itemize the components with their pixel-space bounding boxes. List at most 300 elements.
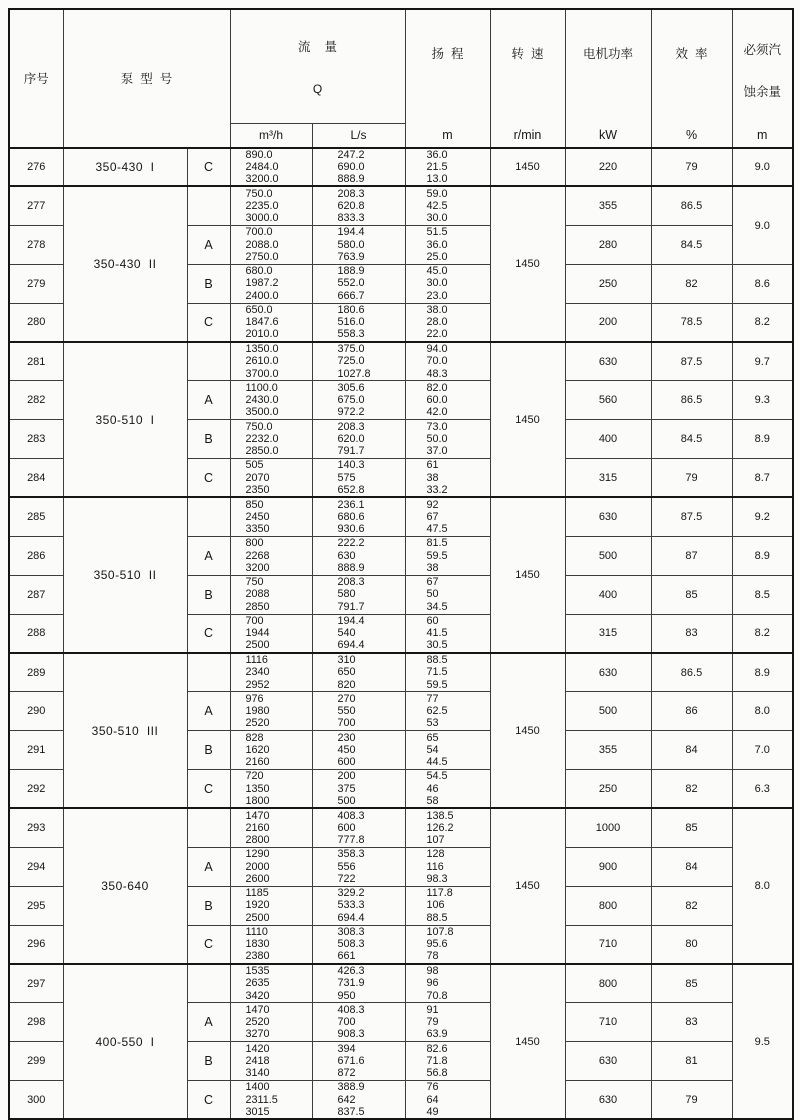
variant-cell: [187, 964, 230, 1003]
head-cell: [405, 692, 490, 731]
power-cell: 630: [565, 342, 651, 381]
serial-cell: 287: [9, 575, 63, 614]
efficiency-cell: 86.5: [651, 186, 732, 225]
value-line: 60: [426, 614, 439, 627]
value-line: 500: [337, 794, 356, 807]
value-line: 950: [337, 989, 356, 1002]
flow-ls-cell: [312, 186, 405, 225]
pump-model-cell: 350-430 II: [63, 186, 187, 342]
value-line: 54: [426, 743, 439, 756]
efficiency-cell: 84: [651, 731, 732, 770]
power-cell: 315: [565, 614, 651, 653]
variant-cell: [187, 653, 230, 692]
flow-ls-cell: [312, 225, 405, 264]
power-cell: 1000: [565, 808, 651, 847]
value-line: 720: [245, 770, 264, 783]
serial-cell: 276: [9, 148, 63, 187]
value-line: 25.0: [426, 250, 448, 263]
value-line: 694.4: [337, 639, 365, 652]
flow-ls-cell: [312, 847, 405, 886]
value-line: 820: [337, 678, 356, 691]
variant-cell: A: [187, 381, 230, 420]
value-line: 38: [426, 471, 439, 484]
value-line: 3500.0: [245, 406, 279, 419]
value-line: 1350: [245, 782, 270, 795]
flow-ls-cell: [312, 886, 405, 925]
value-line: 2750.0: [245, 250, 279, 263]
value-line: 533.3: [337, 899, 365, 912]
value-line: 194.4: [337, 226, 365, 239]
speed-cell: 1450: [490, 964, 565, 1120]
value-line: 37.0: [426, 445, 448, 458]
value-line: 79: [426, 1016, 439, 1029]
value-line: 680.0: [245, 265, 273, 278]
variant-cell: C: [187, 148, 230, 187]
value-line: 3420: [245, 989, 270, 1002]
head-cell: [405, 731, 490, 770]
value-line: 652.8: [337, 483, 365, 496]
value-line: 2268: [245, 549, 270, 562]
serial-cell: 296: [9, 925, 63, 964]
value-line: 1920: [245, 899, 270, 912]
serial-cell: 289: [9, 653, 63, 692]
serial-cell: 279: [9, 264, 63, 303]
value-line: 64: [426, 1093, 439, 1106]
speed-cell: 1450: [490, 497, 565, 653]
speed-cell: 1450: [490, 342, 565, 498]
value-line: 1620: [245, 743, 270, 756]
value-line: 650: [337, 666, 356, 679]
serial-cell: 298: [9, 1003, 63, 1042]
value-line: 138.5: [426, 809, 454, 822]
value-line: 270: [337, 692, 356, 705]
efficiency-cell: 82: [651, 886, 732, 925]
speed-cell: 1450: [490, 186, 565, 342]
flow-m3h-cell: [230, 925, 312, 964]
value-line: 700: [245, 614, 264, 627]
power-cell: 560: [565, 381, 651, 420]
value-line: 47.5: [426, 523, 448, 536]
variant-cell: C: [187, 1081, 230, 1120]
npsh-cell: 7.0: [732, 731, 793, 770]
value-line: 41.5: [426, 627, 448, 640]
serial-cell: 295: [9, 886, 63, 925]
variant-cell: C: [187, 770, 230, 809]
value-line: 2600: [245, 872, 270, 885]
value-line: 671.6: [337, 1054, 365, 1067]
npsh-cell: 9.3: [732, 381, 793, 420]
head-cell: [405, 148, 490, 187]
value-line: 600: [337, 756, 356, 769]
value-line: 230: [337, 731, 356, 744]
head-cell: [405, 497, 490, 536]
value-line: 426.3: [337, 965, 365, 978]
pump-model-cell: 350-640: [63, 808, 187, 964]
table-row: [9, 186, 793, 225]
value-line: 1027.8: [337, 367, 371, 380]
value-line: 42.0: [426, 406, 448, 419]
col-header-power: [565, 9, 651, 148]
value-line: 59.0: [426, 187, 448, 200]
power-cell: 710: [565, 925, 651, 964]
value-line: 620.0: [337, 432, 365, 445]
flow-ls-cell: [312, 1003, 405, 1042]
value-line: 680.6: [337, 510, 365, 523]
table-row: [9, 497, 793, 536]
value-line: 71.8: [426, 1054, 448, 1067]
value-line: 1800: [245, 794, 270, 807]
pump-model-cell: 350-430 I: [63, 148, 187, 187]
flow-m3h-cell: [230, 653, 312, 692]
value-line: 750.0: [245, 420, 273, 433]
head-cell: [405, 186, 490, 225]
variant-cell: [187, 342, 230, 381]
value-line: 2850.0: [245, 445, 279, 458]
flow-ls-cell: [312, 770, 405, 809]
value-line: 791.7: [337, 600, 365, 613]
efficiency-cell: 83: [651, 614, 732, 653]
value-line: 2450: [245, 510, 270, 523]
serial-cell: 282: [9, 381, 63, 420]
variant-cell: B: [187, 264, 230, 303]
value-line: 2520: [245, 717, 270, 730]
value-line: 1470: [245, 1003, 270, 1016]
value-line: 208.3: [337, 187, 365, 200]
value-line: 1535: [245, 965, 270, 978]
efficiency-cell: 84: [651, 847, 732, 886]
head-cell: [405, 847, 490, 886]
serial-cell: 280: [9, 303, 63, 342]
efficiency-cell: 82: [651, 770, 732, 809]
npsh-label-line2: 蚀余量: [743, 84, 781, 99]
power-cell: 250: [565, 770, 651, 809]
efficiency-cell: 87.5: [651, 342, 732, 381]
serial-cell: 290: [9, 692, 63, 731]
serial-cell: 288: [9, 614, 63, 653]
value-line: 1185: [245, 887, 269, 900]
value-line: 1980: [245, 705, 270, 718]
value-line: 180.6: [337, 303, 365, 316]
serial-cell: 299: [9, 1042, 63, 1081]
flow-m3h-cell: [230, 1081, 312, 1120]
speed-unit: r/min: [513, 127, 542, 142]
value-line: 236.1: [337, 498, 365, 511]
value-line: 3270: [245, 1028, 270, 1041]
value-line: 1830: [245, 938, 270, 951]
value-line: 725.0: [337, 355, 365, 368]
value-line: 81.5: [426, 537, 448, 550]
efficiency-cell: 86: [651, 692, 732, 731]
value-line: 508.3: [337, 938, 365, 951]
power-cell: 630: [565, 1081, 651, 1120]
npsh-cell: 8.9: [732, 536, 793, 575]
value-line: 70.0: [426, 355, 448, 368]
npsh-cell: 8.2: [732, 303, 793, 342]
value-line: 3200: [245, 561, 270, 574]
variant-cell: C: [187, 303, 230, 342]
head-cell: [405, 381, 490, 420]
col-header-model: 泵 型 号: [63, 9, 230, 148]
value-line: 2380: [245, 950, 270, 963]
power-cell: 220: [565, 148, 651, 187]
power-cell: 355: [565, 186, 651, 225]
efficiency-cell: 79: [651, 1081, 732, 1120]
power-cell: 900: [565, 847, 651, 886]
speed-cell: 1450: [490, 148, 565, 187]
power-cell: 500: [565, 692, 651, 731]
value-line: 44.5: [426, 756, 448, 769]
value-line: 247.2: [337, 148, 365, 161]
flow-ls-cell: [312, 420, 405, 459]
value-line: 54.5: [426, 770, 448, 783]
variant-cell: C: [187, 925, 230, 964]
value-line: 56.8: [426, 1067, 448, 1080]
value-line: 2088: [245, 588, 270, 601]
value-line: 53: [426, 717, 439, 730]
value-line: 107: [426, 834, 445, 847]
flow-ls-cell: [312, 148, 405, 187]
serial-cell: 300: [9, 1081, 63, 1120]
value-line: 777.8: [337, 834, 365, 847]
power-label: 电机功率: [582, 47, 633, 61]
value-line: 36.0: [426, 148, 448, 161]
value-line: 50.0: [426, 432, 448, 445]
value-line: 28.0: [426, 316, 448, 329]
serial-cell: 292: [9, 770, 63, 809]
value-line: 837.5: [337, 1105, 365, 1118]
flow-ls-cell: [312, 614, 405, 653]
value-line: 33.2: [426, 483, 448, 496]
value-line: 88.5: [426, 911, 448, 924]
flow-ls-cell: [312, 342, 405, 381]
head-cell: [405, 459, 490, 498]
pump-spec-table: [8, 8, 794, 1120]
serial-cell: 286: [9, 536, 63, 575]
col-header-serial: 序号: [9, 9, 63, 148]
value-line: 2850: [245, 600, 270, 613]
npsh-cell: 6.3: [732, 770, 793, 809]
value-line: 3000.0: [245, 212, 279, 225]
value-line: 67: [426, 510, 439, 523]
speed-cell: 1450: [490, 808, 565, 964]
value-line: 1110: [245, 925, 268, 938]
value-line: 661: [337, 950, 356, 963]
variant-cell: B: [187, 420, 230, 459]
value-line: 3140: [245, 1067, 270, 1080]
col-header-speed: [490, 9, 565, 148]
value-line: 800: [245, 537, 264, 550]
value-line: 908.3: [337, 1028, 365, 1041]
value-line: 888.9: [337, 173, 365, 186]
variant-cell: B: [187, 1042, 230, 1081]
efficiency-cell: 84.5: [651, 225, 732, 264]
value-line: 82.0: [426, 381, 448, 394]
flow-m3h-cell: [230, 964, 312, 1003]
flow-symbol: Q: [312, 82, 323, 96]
value-line: 1100.0: [245, 381, 278, 394]
head-cell: [405, 575, 490, 614]
value-line: 650.0: [245, 303, 273, 316]
value-line: 71.5: [426, 666, 448, 679]
value-line: 21.5: [426, 160, 448, 173]
flow-m3h-cell: [230, 614, 312, 653]
power-cell: 630: [565, 1042, 651, 1081]
col-header-flow-ls: L/s: [312, 124, 405, 148]
value-line: 30.0: [426, 277, 448, 290]
npsh-cell: 8.7: [732, 459, 793, 498]
pump-model-cell: 350-510 I: [63, 342, 187, 498]
value-line: 2311.5: [245, 1093, 278, 1106]
value-line: 65: [426, 731, 439, 744]
value-line: 450: [337, 743, 356, 756]
flow-m3h-cell: [230, 731, 312, 770]
value-line: 580: [337, 588, 356, 601]
flow-ls-cell: [312, 303, 405, 342]
value-line: 556: [337, 860, 356, 873]
flow-ls-cell: [312, 381, 405, 420]
power-cell: 200: [565, 303, 651, 342]
power-cell: 630: [565, 497, 651, 536]
flow-m3h-cell: [230, 847, 312, 886]
table-row: [9, 653, 793, 692]
value-line: 128: [426, 848, 445, 861]
serial-cell: 294: [9, 847, 63, 886]
efficiency-cell: 85: [651, 964, 732, 1003]
flow-ls-cell: [312, 1081, 405, 1120]
value-line: 94.0: [426, 343, 448, 356]
npsh-unit: m: [757, 127, 768, 142]
value-line: 50: [426, 588, 439, 601]
value-line: 731.9: [337, 977, 365, 990]
value-line: 675.0: [337, 394, 365, 407]
value-line: 600: [337, 821, 356, 834]
value-line: 888.9: [337, 561, 365, 574]
head-cell: [405, 653, 490, 692]
value-line: 930.6: [337, 523, 365, 536]
power-cell: 355: [565, 731, 651, 770]
value-line: 76: [426, 1081, 439, 1094]
value-line: 2070: [245, 471, 270, 484]
power-cell: 800: [565, 886, 651, 925]
efficiency-cell: 85: [651, 575, 732, 614]
efficiency-cell: 79: [651, 148, 732, 187]
value-line: 828: [245, 731, 264, 744]
value-line: 2000: [245, 860, 270, 873]
efficiency-cell: 87.5: [651, 497, 732, 536]
serial-cell: 293: [9, 808, 63, 847]
value-line: 106: [426, 899, 445, 912]
value-line: 59.5: [426, 678, 448, 691]
table-row: [9, 964, 793, 1003]
value-line: 552.0: [337, 277, 365, 290]
value-line: 2952: [245, 678, 270, 691]
value-line: 3350: [245, 523, 270, 536]
value-line: 1847.6: [245, 316, 279, 329]
flow-ls-cell: [312, 536, 405, 575]
value-line: 73.0: [426, 420, 448, 433]
flow-ls-cell: [312, 575, 405, 614]
value-line: 722: [337, 872, 356, 885]
flow-m3h-cell: [230, 225, 312, 264]
value-line: 59.5: [426, 549, 448, 562]
value-line: 750.0: [245, 187, 273, 200]
flow-m3h-cell: [230, 342, 312, 381]
flow-m3h-cell: [230, 148, 312, 187]
variant-cell: B: [187, 575, 230, 614]
variant-cell: A: [187, 692, 230, 731]
value-line: 1400: [245, 1081, 270, 1094]
value-line: 30.0: [426, 212, 448, 225]
value-line: 308.3: [337, 925, 365, 938]
efficiency-cell: 85: [651, 808, 732, 847]
value-line: 358.3: [337, 848, 365, 861]
flow-m3h-cell: [230, 808, 312, 847]
value-line: 890.0: [245, 148, 273, 161]
value-line: 61: [426, 459, 439, 472]
variant-cell: [187, 497, 230, 536]
table-row: [9, 342, 793, 381]
value-line: 126.2: [426, 821, 454, 834]
efficiency-label: 效 率: [675, 47, 708, 61]
value-line: 91: [426, 1003, 439, 1016]
pump-model-cell: 350-510 II: [63, 497, 187, 653]
head-cell: [405, 925, 490, 964]
value-line: 2232.0: [245, 432, 279, 445]
value-line: 2500: [245, 639, 270, 652]
value-line: 107.8: [426, 925, 454, 938]
value-line: 49: [426, 1105, 439, 1118]
value-line: 850: [245, 498, 264, 511]
head-cell: [405, 886, 490, 925]
npsh-cell: 9.5: [732, 964, 793, 1120]
efficiency-cell: 82: [651, 264, 732, 303]
variant-cell: C: [187, 614, 230, 653]
flow-m3h-cell: [230, 186, 312, 225]
flow-ls-cell: [312, 925, 405, 964]
power-cell: 500: [565, 536, 651, 575]
variant-cell: B: [187, 886, 230, 925]
value-line: 34.5: [426, 600, 448, 613]
value-line: 763.9: [337, 250, 365, 263]
value-line: 67: [426, 576, 439, 589]
value-line: 2160: [245, 756, 270, 769]
value-line: 976: [245, 692, 264, 705]
value-line: 222.2: [337, 537, 365, 550]
value-line: 972.2: [337, 406, 365, 419]
pump-model-cell: 350-510 III: [63, 653, 187, 809]
flow-label: 流 量: [298, 40, 337, 54]
npsh-cell: 9.2: [732, 497, 793, 536]
efficiency-unit: %: [685, 127, 698, 142]
value-line: 388.9: [337, 1081, 365, 1094]
value-line: 575: [337, 471, 356, 484]
flow-ls-cell: [312, 264, 405, 303]
value-line: 58: [426, 794, 439, 807]
value-line: 620.8: [337, 199, 365, 212]
flow-m3h-cell: [230, 420, 312, 459]
npsh-cell: 8.5: [732, 575, 793, 614]
value-line: 872: [337, 1067, 356, 1080]
serial-cell: 297: [9, 964, 63, 1003]
speed-cell: 1450: [490, 653, 565, 809]
value-line: 2610.0: [245, 355, 279, 368]
efficiency-cell: 84.5: [651, 420, 732, 459]
flow-m3h-cell: [230, 886, 312, 925]
variant-cell: A: [187, 847, 230, 886]
flow-ls-cell: [312, 692, 405, 731]
power-cell: 315: [565, 459, 651, 498]
value-line: 516.0: [337, 316, 365, 329]
